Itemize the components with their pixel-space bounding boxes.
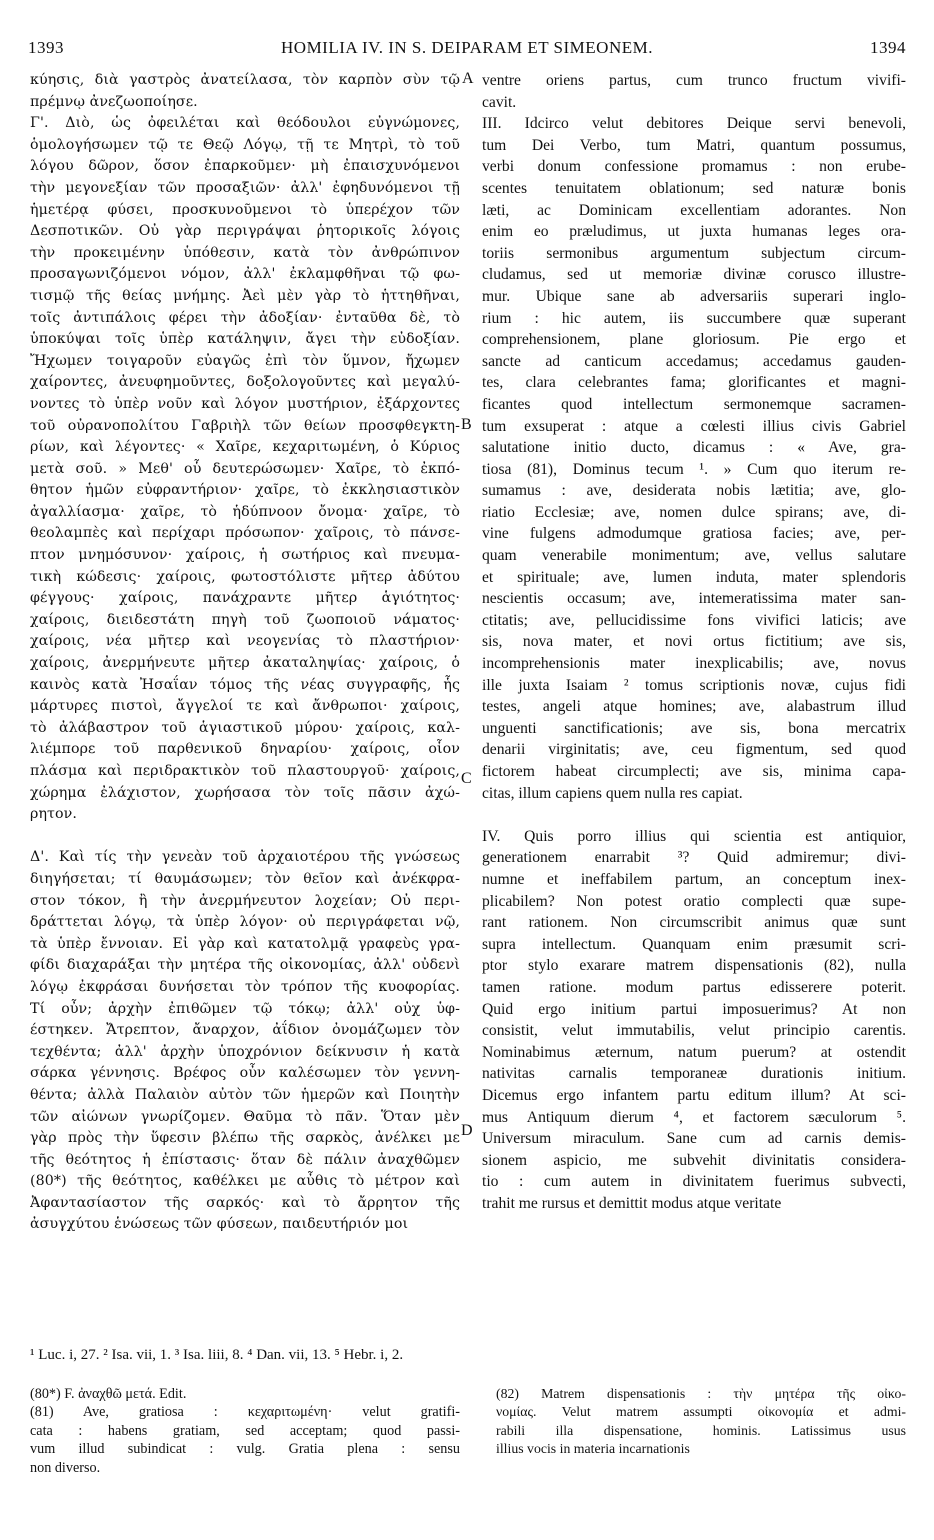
note-line: rabili illa dispensatione, hominis. Latissimus usus (496, 1422, 906, 1438)
latin-text-line: supra intellectum. Quanquam enim præsumit scri- (482, 935, 906, 953)
latin-text-column (482, 70, 906, 1214)
latin-text-line: rium : hic autem, iis succumbere quæ superant (482, 309, 906, 327)
latin-text-line: fictorem habeat circumplecti; ave sis, minima capa- (482, 763, 906, 780)
greek-text-line: χαίροις, ἀνερμήνευτε μῆτερ ἀκαταληψίας· χαίροις, ὁ (30, 655, 460, 672)
greek-text-line (30, 826, 460, 848)
latin-text-line: tes, clara celebrantes fama; glorificantes et magni- (482, 374, 906, 392)
greek-text-line: διηγήσεται; τί θαυμάσωμεν; τὸν θεῖον καὶ ἀνέκφρα- (30, 870, 460, 887)
latin-text-line: nativitas carnalis temporaneæ durationis initium. (482, 1065, 906, 1083)
latin-text-line: scentes tenuitatem oblationum; sed naturæ bonis (482, 179, 906, 197)
greek-text-line: γὰρ πρὸς τὴν ὕφεσιν βλέπω τῆς σαρκὸς, ἀνέλκει με (30, 1130, 460, 1147)
greek-text-line: πτον μνημόσυνον· χαίροις, ἡ σωτήριος καὶ πνευμα- (30, 547, 460, 564)
margin-marker-a: A (462, 70, 474, 87)
latin-text-line: generationem enarrabit ³? Quid admiremur; divi- (482, 849, 906, 867)
greek-text-line: θεολαμπὲς καὶ περίχαρι πρόσωπον· χαῖροις, τὸ πάνσε- (30, 525, 460, 542)
greek-text-line: πλάσμα καὶ περιδρακτικὸν τοῦ πλαστουργοῦ· χαίροις, (30, 763, 460, 779)
greek-text-line: στον τόκον, ἢ τὴν ἀνερμήνευτον λοχείαν; Οὐ περι- (30, 892, 460, 909)
greek-text-line: τοῦ οὐρανοπολίτου Γαβριὴλ τῶν θείων προσφθεγκτη- (30, 417, 460, 434)
greek-text-line: θητον ἡμῶν εὐφραντήριον· χαῖρε, τὸ ἐκκλησιαστικὸν (30, 482, 460, 499)
greek-text-line: έστηκεν. Ἄτρεπτον, ἄναρχον, ἀΐδιον ὀνομάζωμεν τὸν (30, 1022, 460, 1039)
greek-text-line: ὑποκύψαι τοῖς ὑπὲρ κατάληψιν, ἄγει τὴν εὐδοξίαν. (30, 331, 460, 348)
note-line: (81) Ave, gratiosa : κεχαριτωμένη· velut gratifi- (30, 1404, 460, 1421)
latin-text-line: comprehensionem, plane gloriosum. Pie ergo et (482, 331, 906, 349)
latin-text-line: trahit me rursus et demittit modus atque veritate (482, 1194, 782, 1212)
note-line: illius vocis in materia incarnationis (496, 1441, 690, 1457)
latin-text-line: sancte ad canticum accedamus; accedamus gauden- (482, 352, 906, 370)
latin-text-line: Nominabimus æternum, natum puerum? at ostendit (482, 1043, 906, 1061)
note-line: (82) Matrem dispensationis : τὴν μητέρα τῆς οἰκο- (496, 1386, 906, 1401)
latin-text-line: sis, nova mater, et novi ortus fictitium; ave sis, (482, 633, 906, 651)
latin-text-line: ficantes quod intellectum sermonemque sacramen- (482, 395, 906, 413)
latin-text-line: tamen ratione. modum partus edisserere poterit. (482, 978, 906, 996)
right-column-number: 1394 (870, 38, 906, 57)
greek-text-line: κύησις, διὰ γαστρὸς ἀνατείλασα, τὸν καρπὸν σὺν τῷ (30, 72, 460, 88)
note-line: (80*) F. ἀναχθῶ μετά. Edit. (30, 1386, 187, 1402)
latin-text-line: Dicemus ergo infantem partu editum illum? At sci- (482, 1086, 906, 1104)
greek-text-line: τικὴ κώδεσις· χαίροις, φωτοστόλιστε μῆτερ ἀδύτου (30, 568, 460, 585)
note-line: vum illud subindicat : vulg. Gratia plena : sensu (30, 1441, 460, 1458)
greek-text-line: ἀγαλλίασμα· χαῖρε, τὸ ἡδύπνοον ὄνομα· χαῖρε, τὸ (30, 503, 460, 520)
margin-marker-b: B (461, 416, 472, 433)
latin-text-line: salutatione initio ducto, dicamus : « Ave, gra- (482, 439, 906, 457)
latin-text-line: rant rationem. Non circumscribit animus quæ sunt (482, 914, 906, 932)
margin-marker-d: D (461, 1122, 473, 1139)
latin-text-line: toriis sermonibus argumentum subjectum circum- (482, 244, 906, 262)
greek-text-line: θέντα; ἀλλὰ Παλαιὸν αὐτὸν τῶν ἡμερῶν καὶ Ποιητὴν (30, 1086, 460, 1103)
greek-text-line: καινὸς κατὰ Ἠσαΐαν τόμος τῆς νέας συγγραφῆς, ἧς (30, 676, 460, 693)
greek-text-line: λόγου δῶρον, ὅσον ἐπαρκοῦμεν· μὴ ἐπαισχυνόμενοι (30, 158, 460, 175)
latin-text-line: cavit. (482, 93, 517, 111)
greek-text-line: (80*) τῆς θεότητος, καθέλκει με αὖθις τὸ μέτρον καὶ (30, 1173, 460, 1190)
greek-text-column (30, 70, 460, 1236)
greek-text-line: λόγῳ ἐκφράσαι δυνήσεται τὸν τρόπον τῆς κυοφορίας. (30, 978, 460, 995)
latin-text-line: verbi donum confessione promamus : non erube- (482, 158, 906, 176)
left-column-number: 1393 (28, 38, 64, 57)
greek-text-line: φίδι διαχαράξαι τὴν μητέρα τῆς οἰκονομίας, ἀλλ' οὐδενὶ (30, 957, 460, 974)
greek-text-line: τεχθέντα; ἀλλ' ἀρχὴν ὑποχρόνιον δείκνυσιν ἡ κατὰ (30, 1043, 460, 1060)
greek-text-line: τὴν προκειμένην ὑπόθεσιν, κατὰ τὸν ἀνθρώπινον (30, 244, 460, 261)
note-line: νομίας. Velut matrem assumpti οἰκονομία et admi- (496, 1404, 906, 1420)
latin-text-line: sionem aspicio, me subvehit divinitatis considera- (482, 1151, 906, 1169)
latin-text-line: ctitatis; ave, pellucidissime fons vivifici laticis; ave (482, 611, 906, 629)
latin-text-line: IV. Quis porro illius qui scientia est antiquior, (482, 827, 906, 845)
latin-text-line: mus Antiquum dierum ⁴, et factorem sæculorum ⁵. (482, 1108, 906, 1126)
greek-text-line: δράττεται λόγῳ, τὰ ὑπὲρ λόγον· οὐ περιγράφεται νῷ, (30, 914, 460, 931)
greek-text-line: τὰ ὑπὲρ ἔννοιαν. Εἰ γὰρ καὶ κατατολμᾷ γραφεὺς γρα- (30, 935, 460, 952)
scripture-footnotes: ¹ Luc. i, 27. ² Isa. vii, 1. ³ Isa. liii, 8. ⁴ Dan. vii, 13. ⁵ Hebr. i, 2. (30, 1347, 404, 1363)
greek-text-line: νοντες τὸ ὑπὲρ νοῦν καὶ λόγον μυστήριον, ἐξάρχοντες (30, 395, 460, 412)
running-title: HOMILIA IV. IN S. DEIPARAM ET SIMEONEM. (281, 38, 653, 57)
greek-text-line: χαίροις, νέα μῆτερ καὶ νεογενίας τὸ πλαστήριον· (30, 633, 460, 650)
greek-text-line: Δ'. Καὶ τίς τὴν γενεὰν τοῦ ἀρχαιοτέρου τῆς γνώσεως (30, 849, 460, 866)
greek-text-line: τῶν αἰώνων γνωρίζομεν. Θαῦμα τὸ πᾶν. Ὅταν μὲν (30, 1108, 460, 1125)
greek-text-line: πρέμνῳ ἀνεζωοποίησε. (30, 93, 198, 110)
greek-text-line: τῆς θεότητος ἡ ἐπίστασις· ὅταν δὲ πάλιν ἀναχθῶμεν (30, 1151, 460, 1168)
greek-text-line: τοῖς ἀντιπάλοις φέρει τὴν ἀδοξίαν· ἐνταῦθα δὲ, τὸ (30, 309, 460, 326)
greek-text-line: λιέμπορε τοῦ παρθενικοῦ δηναρίου· χαίροις, οἷον (30, 741, 460, 758)
latin-text-line: mur. Ubique sane ab adversariis superari inglo- (482, 287, 906, 305)
greek-text-line: χώρημα ἐλάχιστον, χωρήσασα τὸν τοῖς πᾶσιν ἀχώ- (30, 784, 460, 801)
latin-text-line: consistit, velut immutabilis, velut principio carentis. (482, 1022, 906, 1040)
latin-text-line: citas, illum capiens quem nulla res capiat. (482, 784, 743, 802)
latin-text-line: quam venerabile monimentum; ave, vellus salutare (482, 547, 906, 565)
greek-text-line: φέγγους· χαίροις, πανάχραντε μῆτερ ἁγιότητος· (30, 590, 460, 607)
latin-text-line: denarii virginitatis; ave, ceu figmentum, sed quod (482, 741, 906, 759)
editorial-notes-right (496, 1385, 906, 1459)
greek-text-line: ἡμετέρᾳ φύσει, προσκυνοῦμενοι τὸ ὑπερέχον τῶν (30, 201, 460, 218)
latin-text-line: III. Idcirco velut debitores Deique servi benevoli, (482, 115, 906, 133)
greek-text-line: τὴν μεγονεξίαν τῶν προσαξιῶν· ἀλλ' ἐφηδυνόμενοι τῇ (30, 179, 460, 196)
margin-marker-c: C (461, 770, 472, 787)
latin-text-line: tum Dei Verbo, tum Matri, quantum possumus, (482, 136, 906, 154)
note-line: non diverso. (30, 1459, 101, 1476)
greek-text-line: χαίροντες, ἀνευφημοῦντες, δοξολογοῦντες καὶ μεγαλύ- (30, 374, 460, 391)
greek-text-line: ρητον. (30, 806, 77, 823)
latin-text-line: plicabilem? Non potest oratio complecti quæ supe- (482, 892, 906, 910)
editorial-notes-left (30, 1385, 460, 1477)
latin-text-line: vine fulgens admodumque gratiosa facies; ave, per- (482, 525, 906, 543)
greek-text-line: μετὰ σοῦ. » Μεθ' οὗ δευτερώσωμεν· Χαῖρε, τὸ ἐκπό- (30, 460, 460, 477)
greek-text-line: προσαγωνιζόμενοι νόμον, ἀλλ' ἐκλαμφθῆναι τῷ φω- (30, 266, 460, 283)
latin-text-line: unguenti sanctificationis; ave sis, bona mercatrix (482, 719, 906, 737)
greek-text-line: ἀσυγχύτου ἑνώσεως τῶν φύσεων, παιδευτήριόν μοι (30, 1216, 409, 1233)
greek-text-line: ὁμολογήσωμεν τῷ τε Θεῷ Λόγῳ, τῇ τε Μητρὶ, τὸ τοῦ (30, 136, 460, 153)
latin-text-line: Universum miraculum. Sane cum ad carnis demis- (482, 1130, 906, 1148)
greek-text-line: Τί οὖν; ἀρχὴν ἐπιθῶμεν τῷ τόκῳ; ἀλλ' οὐχ ὑφ- (30, 1000, 460, 1017)
latin-text-line: cludamus, sed ut memoriæ divinæ corusco illustre- (482, 266, 906, 284)
greek-text-line: μάρτυρες πιστοὶ, ἄγγελοί τε καὶ ἄνθρωποι· χαίροις, (30, 698, 460, 715)
latin-text-line: enim eo præludimus, ut juxta humanas leges ora- (482, 223, 906, 241)
greek-text-line: Ἀφαντασίαστον τῆς σαρκός· καὶ τὸ ἄρρητον τῆς (30, 1194, 460, 1211)
latin-text-line: riatio Ecclesiæ; ave, nomen dulce spirans; ave, di- (482, 503, 906, 521)
latin-text-line: Quid ergo initium partui imposuerimus? At non (482, 1000, 906, 1018)
latin-text-line: ille juxta Isaiam ² tomus scriptionis novæ, cujus fidi (482, 676, 906, 694)
latin-text-line: ventre oriens partus, cum trunco fructum vivifi- (482, 72, 906, 89)
greek-text-line: σάρκα γέννησις. Βρέφος οὖν καλέσωμεν τὸν γεννη- (30, 1065, 460, 1082)
greek-text-line: χαίροις, διειδεστάτη πηγὴ τοῦ ζωοποιοῦ νάματος· (30, 611, 460, 628)
greek-text-line: Ἤχωμεν τοιγαροῦν εὐαγῶς ἐπὶ τὸν ὕμνον, ἤχωμεν (30, 352, 460, 369)
greek-text-line: τισμῷ τῆς θείας μνήμης. Ἀεὶ μὲν γὰρ τὸ ἡττηθῆναι, (30, 287, 460, 304)
latin-text-line: tio : cum autem in divinitatem fuerimus subvecti, (482, 1173, 906, 1191)
latin-text-line: et spirituale; ave, lumen induta, mater splendoris (482, 568, 906, 586)
latin-text-line: sumamus : ave, desiderata nobis lætitia; ave, glo- (482, 482, 906, 500)
page-header (28, 38, 906, 62)
latin-text-line: læti, ac Dominicam excellentiam adorantes. Non (482, 201, 906, 219)
latin-text-line: testes, angeli atque homines; ave, alabastrum illud (482, 698, 906, 716)
latin-text-line: tum exsuperat : atque a cœlesti illius civis Gabriel (482, 417, 906, 435)
greek-text-line: ρίων, καὶ λέγοντες· « Χαῖρε, κεχαριτωμένη, ὁ Κύριος (30, 439, 460, 456)
greek-text-line: Δεσποτικῶν. Οὐ γὰρ περιγράψαι ῥητορικοῖς λόγοις (30, 223, 460, 240)
note-line: cata : habens gratiam, sed acceptam; quod passi- (30, 1422, 460, 1439)
latin-text-line (482, 804, 906, 826)
latin-text-line: tiosa (81), Dominus tecum ¹. » Cum quo iterum re- (482, 460, 906, 478)
latin-text-line: ptor stylo exarare matrem dispensationis (82), nulla (482, 957, 906, 975)
latin-text-line: nescientis occasum; ave, intemeratissima mater san- (482, 590, 906, 608)
greek-text-line: Γ'. Διὸ, ὡς ὀφειλέται καὶ θεόδουλοι εὐγνώμονες, (30, 115, 460, 132)
latin-text-line: numne et ineffabilem partum, an conceptum inex- (482, 870, 906, 888)
latin-text-line: incomprehensionis mater inexplicabilis; ave, novus (482, 655, 906, 673)
greek-text-line: τὸ ἀλάβαστρον τοῦ ἁγιαστικοῦ μύρου· χαίροις, καλ- (30, 719, 460, 736)
